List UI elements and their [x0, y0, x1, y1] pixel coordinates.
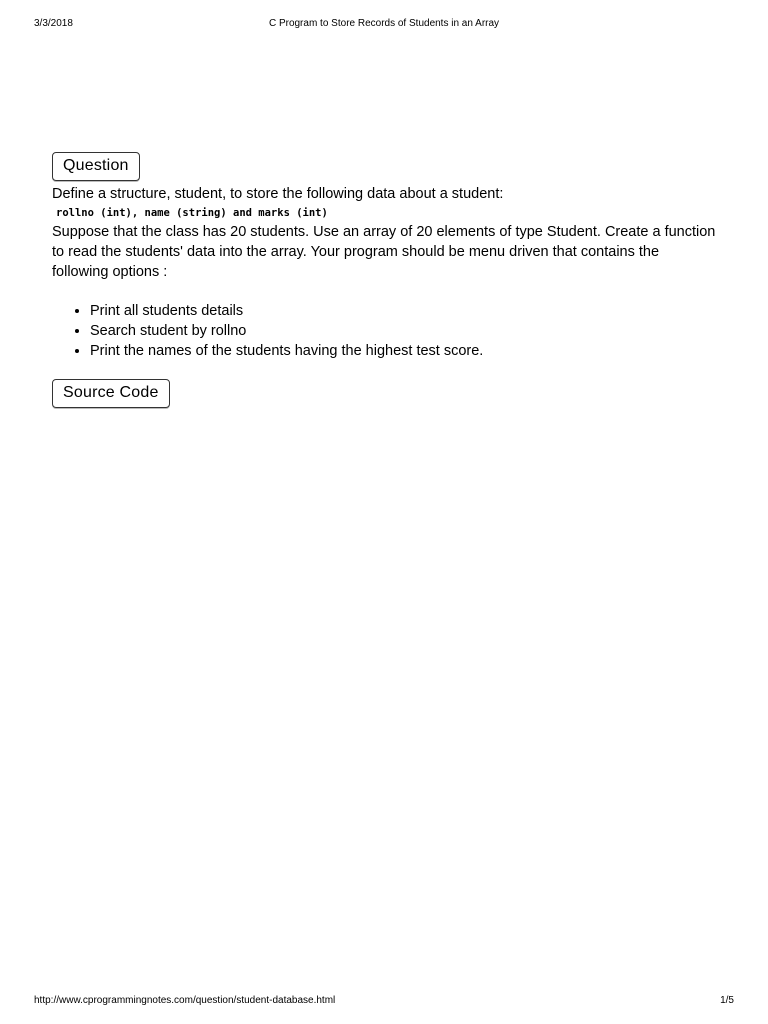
print-footer [34, 994, 734, 1008]
page-number: 1/5 [720, 995, 734, 1006]
list-item: • Print all students details [90, 301, 716, 321]
question-intro: Define a structure, student, to store the following data about a student: [52, 186, 504, 202]
list-item: • Print the names of the students having the highest test score. [90, 341, 716, 361]
print-page-title: C Program to Store Records of Students in an Array [268, 18, 500, 29]
article-content [52, 152, 716, 408]
print-header [34, 17, 734, 31]
print-date: 3/3/2018 [34, 18, 73, 29]
question-heading: Question [52, 152, 140, 181]
list-item: • Search student by rollno [90, 321, 716, 341]
question-description: Suppose that the class has 20 students. Use an array of 20 elements of type Student. Create a function to read the students' data into the array. Your program should be menu driven that contains the following options : [52, 224, 716, 280]
structure-fields-code: rollno (int), name (string) and marks (int) [56, 207, 328, 219]
source-code-section [52, 379, 716, 408]
menu-options-list [52, 301, 716, 361]
source-code-heading: Source Code [52, 379, 170, 408]
page-url: http://www.cprogrammingnotes.com/question/student-database.html [34, 995, 336, 1006]
